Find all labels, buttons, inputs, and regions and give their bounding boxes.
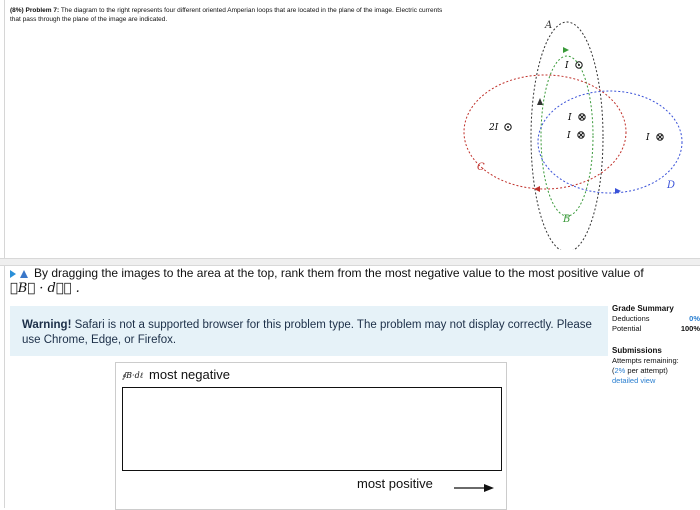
potential-label: Potential: [612, 324, 642, 333]
amperian-loops-diagram: [455, 10, 695, 250]
warning-message: Safari is not a supported browser for this problem type. The problem may not display correctly. Please use Chrome, Edge, or Firefox.: [22, 319, 592, 346]
loop-a-label: A: [545, 20, 553, 31]
deductions-row: [612, 314, 700, 324]
most-negative-label: [122, 367, 230, 382]
expand-arrow-icon[interactable]: [10, 270, 16, 278]
right-arrow-icon: [454, 484, 494, 492]
current-5-label: I: [646, 133, 650, 143]
instruction-formula: ∮B⃗ · dℓ⃗ .: [10, 281, 80, 296]
detailed-view-link[interactable]: detailed view: [612, 376, 656, 385]
loop-d: [538, 91, 682, 193]
submissions-title: Submissions: [612, 346, 662, 355]
loop-d-label: D: [667, 180, 676, 191]
per-attempt-info: (2% per attempt): [612, 366, 668, 375]
per-attempt-percent: 2%: [614, 366, 626, 375]
loop-c-arrow: [534, 186, 540, 192]
attempts-remaining: Attempts remaining:: [612, 356, 679, 365]
loop-c-label: C: [477, 162, 485, 173]
problem-description: The diagram to the right represents four different oriented Amperian loops that are located in the plane of the image. Electric currents that pass through the plane of the image are indicated.: [10, 7, 443, 23]
instruction-text: By dragging the images to the area at the top, rank them from the most negative value to the most positive value of: [34, 266, 644, 280]
warning-title: Warning!: [22, 319, 72, 331]
left-border: [4, 0, 5, 508]
hint-icon[interactable]: [20, 270, 28, 278]
current-3-label: I: [568, 113, 572, 123]
loop-b-arrow: [563, 47, 569, 53]
problem-label: (8%) Problem 7:: [10, 7, 60, 14]
grade-sidebar: [612, 304, 700, 386]
grade-summary-title: Grade Summary: [612, 304, 674, 313]
most-negative-text: most negative: [149, 367, 230, 382]
browser-warning: [10, 306, 608, 356]
deductions-label: Deductions: [612, 314, 650, 323]
integral-icon: ∮B·dℓ: [122, 371, 144, 381]
loop-b-label: B: [563, 214, 571, 225]
potential-row: [612, 324, 700, 334]
current-1-label: I: [565, 61, 569, 71]
deductions-value: 0%: [689, 314, 700, 323]
current-4-label: I: [567, 131, 571, 141]
current-2-label: 2I: [489, 123, 499, 133]
instruction: [10, 266, 690, 296]
problem-header: [10, 6, 450, 24]
section-divider: [0, 258, 700, 266]
loop-a-arrow: [537, 98, 543, 105]
most-positive-label: most positive: [357, 476, 433, 491]
potential-value: 100%: [680, 324, 700, 333]
ranking-drop-zone[interactable]: [122, 387, 502, 471]
